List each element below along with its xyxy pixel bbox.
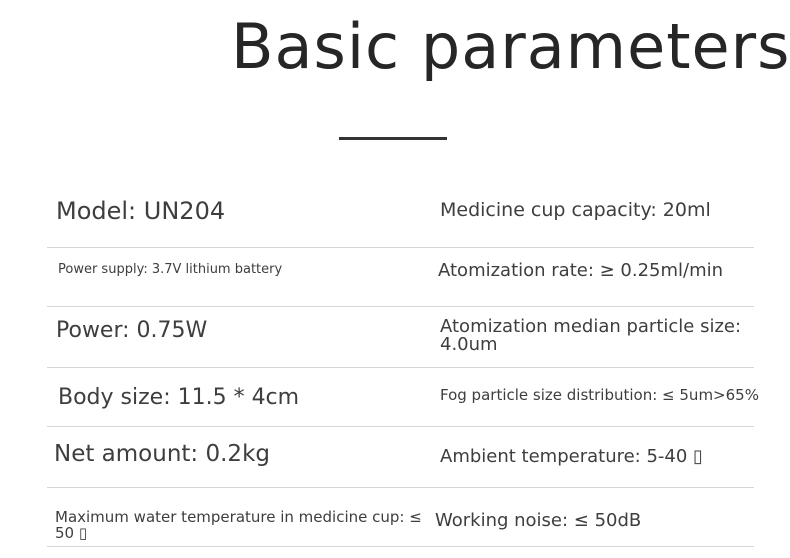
row-divider (47, 367, 754, 368)
row-divider (47, 426, 754, 427)
param-ambient-temperature: Ambient temperature: 5-40 ▯ (440, 446, 703, 467)
param-power: Power: 0.75W (56, 318, 208, 343)
param-net-amount: Net amount: 0.2kg (54, 441, 270, 467)
row-divider (47, 306, 754, 307)
param-working-noise: Working noise: ≤ 50dB (435, 510, 642, 531)
row-divider (47, 546, 754, 547)
param-fog-distribution: Fog particle size distribution: ≤ 5um>65% (440, 386, 759, 404)
param-cup-capacity: Medicine cup capacity: 20ml (440, 199, 711, 221)
param-body-size: Body size: 11.5 * 4cm (58, 385, 300, 410)
row-divider (47, 247, 754, 248)
param-atomization-rate: Atomization rate: ≥ 0.25ml/min (438, 260, 724, 281)
title-underline (339, 137, 447, 140)
param-model: Model: UN204 (56, 197, 226, 225)
param-median-particle-size: Atomization median particle size: 4.0um (440, 316, 742, 355)
page-title: Basic parameters (231, 10, 790, 83)
param-power-supply: Power supply: 3.7V lithium battery (58, 262, 283, 277)
row-divider (47, 487, 754, 488)
param-max-water-temperature: Maximum water temperature in medicine cup: ≤ 50 ▯ (55, 508, 422, 542)
